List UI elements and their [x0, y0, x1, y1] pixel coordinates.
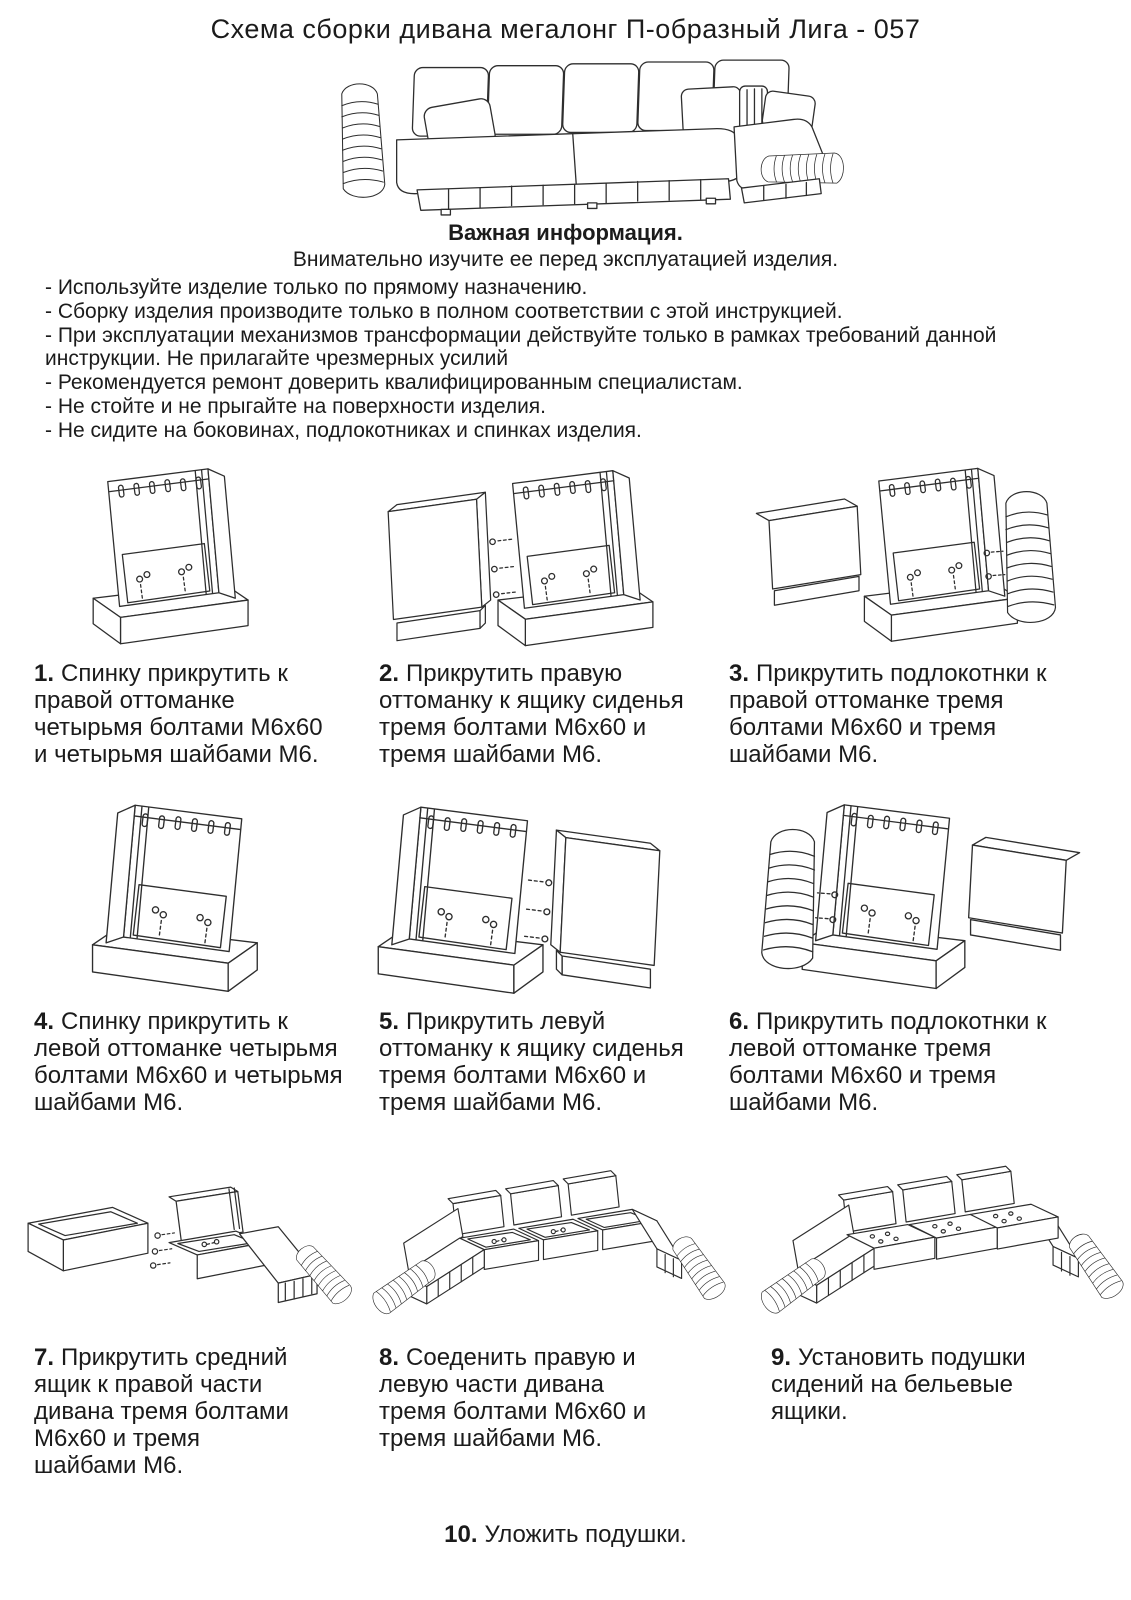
step-3-caption [729, 660, 1059, 768]
info-item: - При эксплуатации механизмов трансформации действуйте только в рамках требований данной инструкции. Не прилагайте чрезмерных усилий [45, 324, 997, 370]
step-7-illustration [0, 1144, 345, 1336]
step-text: Спинку прикрутить к левой оттоманке четырьмя болтами М6х60 и четырьмя шайбами М6. [34, 1008, 343, 1116]
steps-row-1 [0, 442, 1131, 768]
step-text: Прикрутить подлокотнки к правой оттоманке тремя болтами М6х60 и тремя шайбами М6. [729, 660, 1047, 768]
step-3-illustration [695, 442, 1131, 652]
step-text: Прикрутить правую оттоманку к ящику сиденья тремя болтами М6х60 и тремя шайбами М6. [379, 660, 684, 768]
important-info-list [45, 276, 1107, 442]
steps-row-3 [0, 1116, 1131, 1479]
step-number: 5. [379, 1008, 400, 1035]
info-item: - Используйте изделие только по прямому назначению. [45, 276, 588, 299]
step-text: Соеденить правую и левую части дивана тремя болтами М6х60 и тремя шайбами М6. [379, 1344, 647, 1452]
step-8-caption [379, 1344, 674, 1452]
step-text: Спинку прикрутить к правой оттоманке четырьмя болтами М6х60 и четырьмя шайбами М6. [34, 660, 323, 768]
step-number: 2. [379, 660, 400, 687]
step-text: Прикрутить подлокотнки к левой оттоманке тремя болтами М6х60 и тремя шайбами М6. [729, 1008, 1047, 1116]
step-1-illustration [0, 442, 345, 652]
step-1-caption [34, 660, 339, 768]
step-5-caption [379, 1008, 687, 1116]
steps-row-2 [0, 768, 1131, 1116]
step-7-caption [34, 1344, 296, 1479]
step-6-illustration [695, 774, 1131, 1000]
step-number: 8. [379, 1344, 400, 1371]
info-item: - Сборку изделия производите только в полном соответствии с этой инструкцией. [45, 300, 843, 323]
step-text: Прикрутить средний ящик к правой части дивана тремя болтами М6х60 и тремя шайбами М6. [34, 1344, 289, 1479]
step-number: 9. [771, 1344, 792, 1371]
step-number: 6. [729, 1008, 750, 1035]
step-number: 1. [34, 660, 55, 687]
step-text: Прикрутить левуй оттоманку к ящику сиденья тремя болтами М6х60 и тремя шайбами М6. [379, 1008, 684, 1116]
step-9-illustration [695, 1144, 1131, 1336]
step-2-illustration [345, 442, 695, 652]
important-info-section [0, 220, 1131, 442]
step-5-illustration [345, 774, 695, 1000]
sofa-line-drawing [278, 49, 853, 214]
step-text: Установить подушки сидений на бельевые ящики. [771, 1344, 1026, 1425]
step-10-caption [0, 1521, 1131, 1549]
step-4-illustration [0, 774, 345, 1000]
important-info-subheading: Внимательно изучите ее перед эксплуатацией изделия. [292, 248, 839, 271]
page-title: Схема сборки дивана мегалонг П-образный Лига - 057 [210, 14, 921, 44]
step-number: 10. [444, 1521, 478, 1548]
sofa-overview-illustration [0, 49, 1131, 214]
step-6-caption [729, 1008, 1059, 1116]
step-number: 3. [729, 660, 750, 687]
step-2-caption [379, 660, 691, 768]
step-text: Уложить подушки. [484, 1521, 687, 1548]
step-number: 4. [34, 1008, 55, 1035]
step-number: 7. [34, 1344, 55, 1371]
info-item: - Не сидите на боковинах, подлокотниках и спинках изделия. [45, 419, 642, 442]
step-4-caption [34, 1008, 345, 1116]
info-item: - Не стойте и не прыгайте на поверхности изделия. [45, 395, 547, 418]
step-8-illustration [345, 1144, 695, 1336]
step-9-caption [771, 1344, 1061, 1425]
info-item: - Рекомендуется ремонт доверить квалифицированным специалистам. [45, 371, 743, 394]
important-info-heading: Важная информация. [448, 220, 683, 245]
